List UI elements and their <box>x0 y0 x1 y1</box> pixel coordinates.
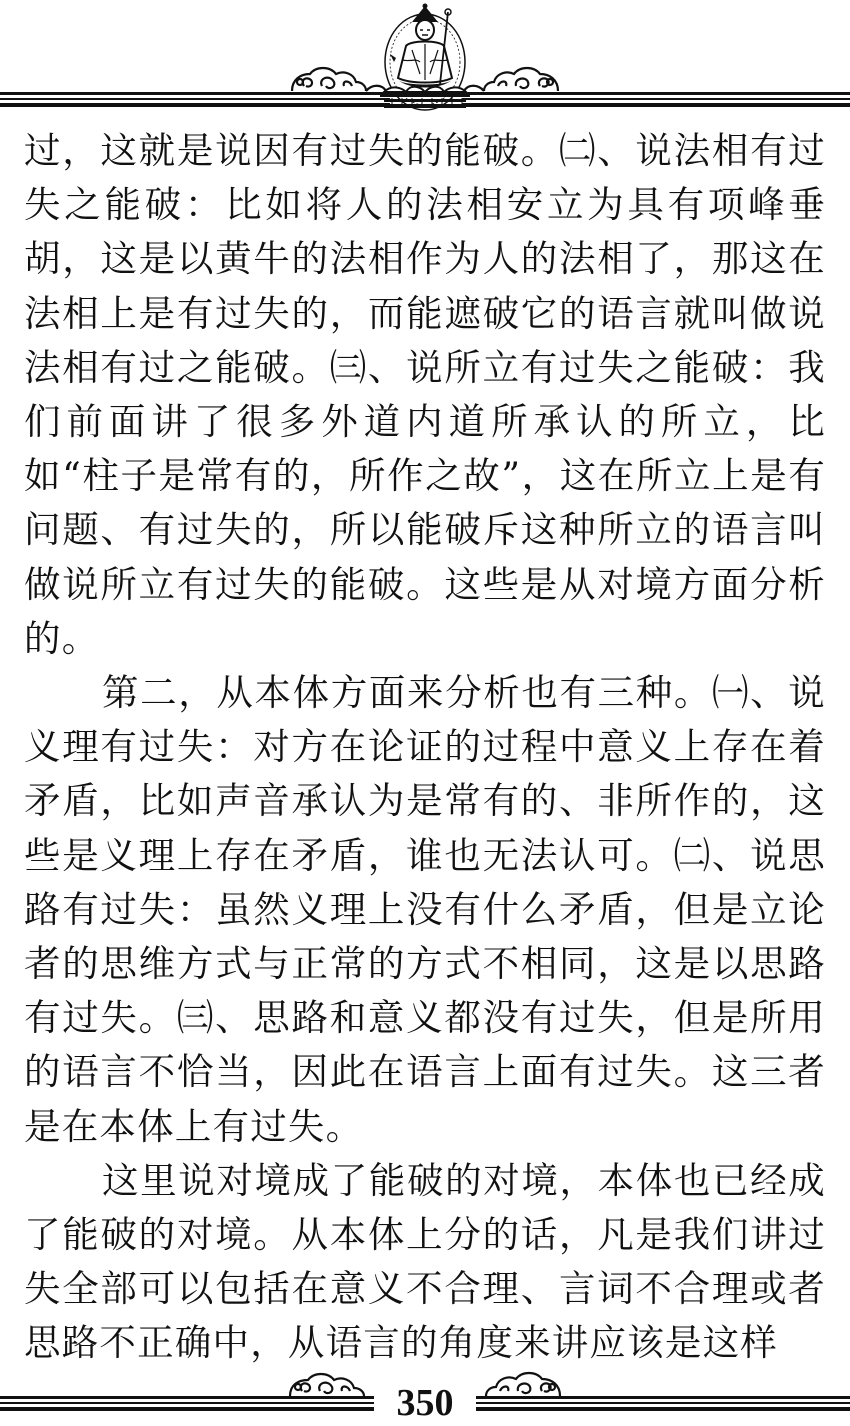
header-rule-left <box>0 92 390 107</box>
page-header-ornament <box>0 0 850 118</box>
header-rule-right <box>462 92 850 107</box>
paragraph-summary: 这里说对境成了能破的对境，本体也已经成了能破的对境。从本体上分的话，凡是我们讲过失全部可以包括在意义不合理、言词不合理或者思路不正确中，从语言的角度来讲应该是这样 <box>24 1158 826 1365</box>
cloud-scroll-icon <box>292 68 386 91</box>
page-number: 350 <box>396 1382 454 1424</box>
cloud-scroll-icon <box>464 68 558 91</box>
page-body <box>24 124 826 1365</box>
paragraph-second-category: 第二，从本体方面来分析也有三种。㈠、说义理有过失：对方在论证的过程中意义上存在着矛盾，比如声音承认为是常有的、非所作的，这些是义理上存在矛盾，谁也无法认可。㈡、说思路有过失：虽然义理上没有什么矛盾，但是立论者的思维方式与正常的方式不相同，这是以思路有过失。㈢、思路和意义都没有过失，但是所用的语言不恰当，因此在语言上面有过失。这三者是在本体上有过失。 <box>24 671 826 1148</box>
guru-padmasambhava-icon <box>380 4 470 111</box>
paragraph-continued: 过，这就是说因有过失的能破。㈡、说法相有过失之能破：比如将人的法相安立为具有项峰垂胡，这是以黄牛的法相作为人的法相了，那这在法相上是有过失的，而能遮破它的语言就叫做说法相有过之能破。㈢、说所立有过失之能破：我们前面讲了很多外道内道所承认的所立，比如“柱子是常有的，所作之故”，这在所立上是有问题、有过失的，所以能破斥这种所立的语言叫做说所立有过失的能破。这些是从对境方面分析的。 <box>24 129 826 660</box>
header-ornament-graphic <box>0 0 850 118</box>
